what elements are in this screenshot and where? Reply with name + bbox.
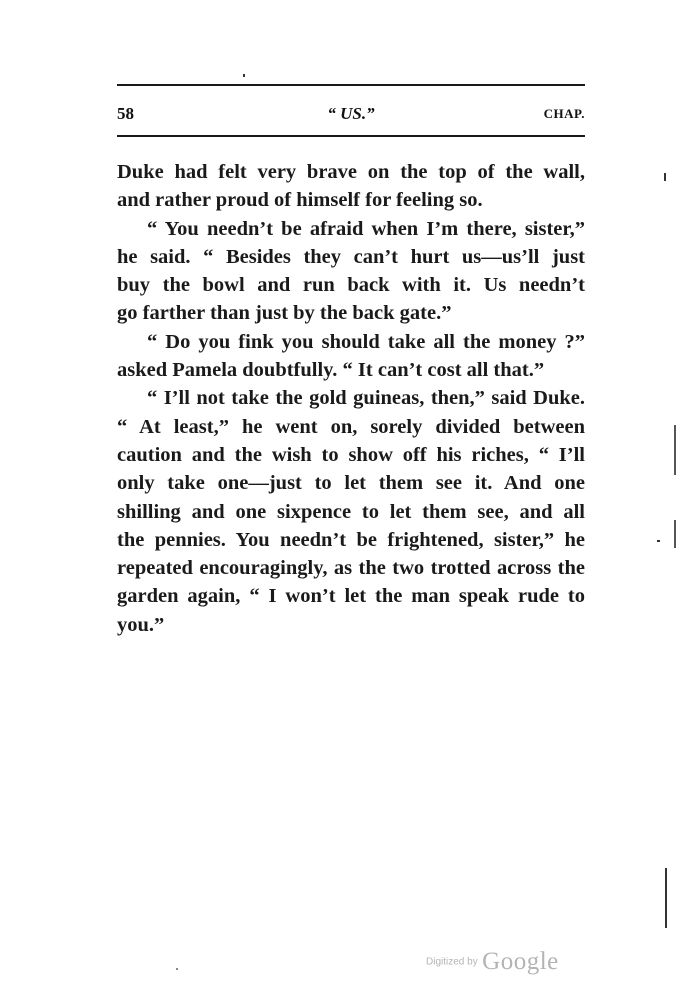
body-text: [117, 158, 585, 639]
text-line: only take one—just to let them see it. And one: [117, 472, 585, 495]
scan-speck: [657, 540, 660, 542]
watermark-brand: Google: [482, 948, 559, 975]
text-line: repeated encouragingly, as the two trotted across the: [117, 557, 585, 580]
text-line: asked Pamela doubtfully. “ It can’t cost all that.”: [117, 359, 545, 382]
text-line: and rather proud of himself for feeling so.: [117, 189, 483, 212]
text-line: he said. “ Besides they can’t hurt us—us’ll just: [117, 245, 585, 268]
page-number: 58: [117, 104, 134, 123]
text-line: Duke had felt very brave on the top of the wall,: [117, 161, 585, 183]
digitization-watermark: [426, 948, 559, 978]
text-line: “ At least,” he went on, sorely divided between: [117, 415, 585, 438]
scan-edge-mark: [674, 425, 676, 475]
running-title: “ US.”: [327, 104, 375, 123]
text-line: buy the bowl and run back with it. Us needn’t: [117, 274, 585, 297]
text-line: shilling and one sixpence to let them see, and all: [117, 500, 585, 523]
page-header: [117, 104, 585, 126]
text-line: you.”: [117, 613, 165, 636]
scan-speck: [176, 968, 178, 970]
watermark-prefix: Digitized by: [426, 956, 478, 968]
header-bottom-rule: [117, 135, 585, 137]
text-line: go farther than just by the back gate.”: [117, 302, 452, 325]
text-line: “ I’ll not take the gold guineas, then,” said Duke.: [147, 387, 585, 410]
text-line: garden again, “ I won’t let the man speak rude to: [117, 585, 585, 608]
text-line: the pennies. You needn’t be frightened, sister,” he: [117, 528, 585, 551]
section-label: CHAP.: [543, 106, 585, 121]
text-line: caution and the wish to show off his riches, “ I’ll: [117, 443, 585, 466]
header-top-rule: [117, 84, 585, 86]
scan-speck: [243, 74, 245, 77]
scan-speck: [664, 173, 666, 181]
scan-edge-mark: [674, 520, 676, 548]
text-line: “ You needn’t be afraid when I’m there, sister,”: [147, 217, 585, 240]
text-line: “ Do you fink you should take all the money ?”: [147, 330, 585, 353]
scan-edge-mark: [665, 868, 667, 928]
